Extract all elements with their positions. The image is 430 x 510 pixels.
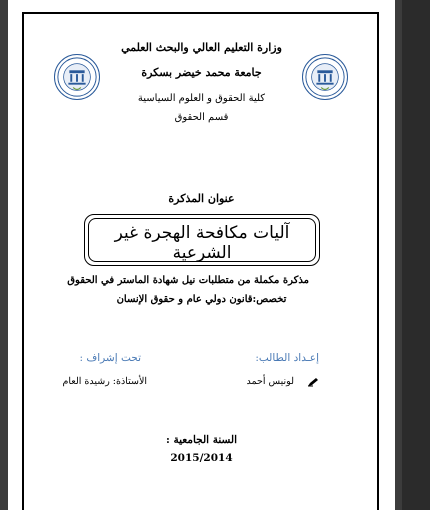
pen-icon	[307, 376, 319, 387]
ministry-name: وزارة التعليم العالي والبحث العلمي	[121, 41, 282, 54]
academic-year-label: السنة الجامعية :	[165, 434, 238, 446]
university-name: جامعة محمد خيضر بسكرة	[141, 66, 262, 79]
department-name: قسم الحقوق	[174, 112, 229, 123]
supervisor-label: تحت إشراف :	[79, 352, 141, 364]
student-label: إعـداد الطالب:	[255, 352, 319, 364]
memo-description: مذكرة مكملة من متطلبات نيل شهادة الماستر في الحقوق	[67, 275, 309, 286]
supervisor-name: الأستاذة: رشيدة العام	[62, 376, 147, 387]
memo-title-box	[84, 214, 320, 266]
student-row	[247, 376, 319, 387]
student-name: لونيس أحمد	[246, 376, 294, 387]
memo-title: آليات مكافحة الهجرة غير الشرعية	[114, 223, 290, 263]
document-page	[8, 0, 395, 510]
memo-label: عنوان المذكرة	[168, 192, 235, 205]
academic-year-value: 2015/2014	[170, 452, 233, 464]
pen-icon-svg	[307, 377, 319, 387]
faculty-name: كلية الحقوق و العلوم السياسية	[137, 93, 266, 104]
memo-specialty: تخصص:قانون دولي عام و حقوق الإنسان	[116, 294, 287, 305]
viewer-side-panel	[402, 0, 430, 510]
